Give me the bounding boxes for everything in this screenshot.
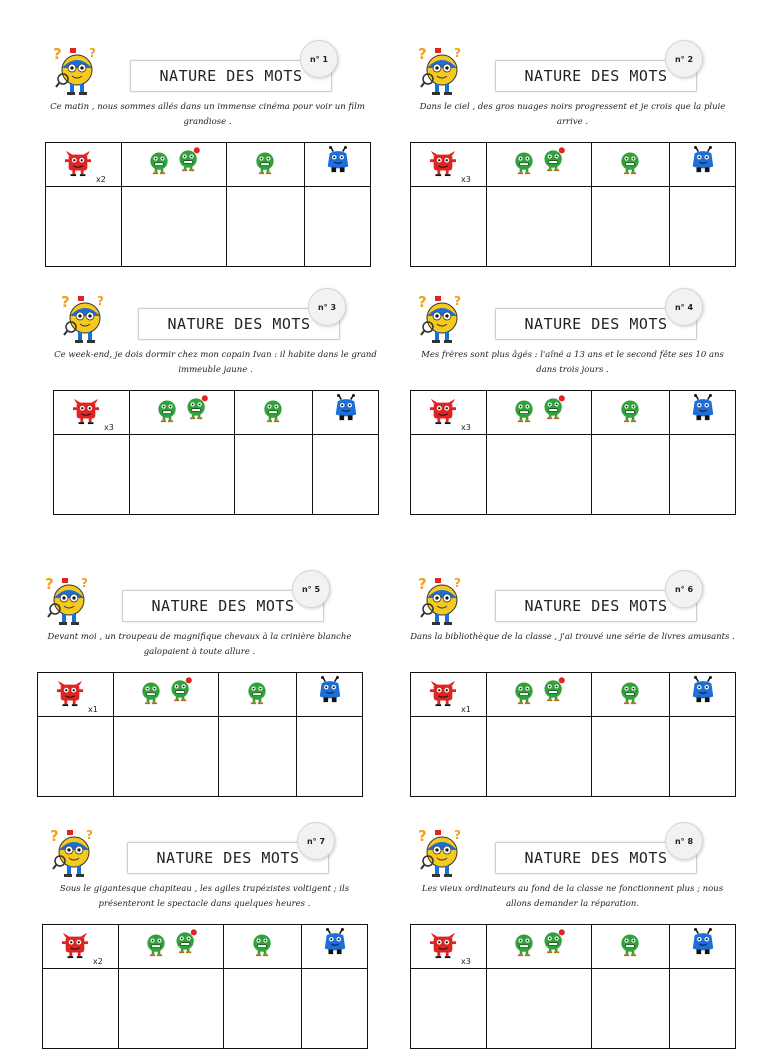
mascot-icon — [51, 44, 101, 100]
card-number-badge: n° 2 — [665, 40, 703, 78]
mascot-icon — [48, 826, 98, 882]
noun-column-header — [411, 143, 487, 187]
mascot-icon — [59, 292, 109, 348]
noun-column-header — [411, 673, 487, 717]
green-monster-icon — [154, 397, 180, 423]
determiner-column-header — [302, 925, 368, 969]
noun-multiplier: x1 — [88, 705, 98, 714]
answer-grid — [37, 672, 363, 797]
adjective-column-header — [487, 391, 592, 435]
card-title: NATURE DES MOTS — [495, 60, 697, 92]
red-monster-icon — [56, 679, 84, 707]
answer-grid — [45, 142, 371, 267]
answer-cell[interactable] — [670, 187, 736, 267]
red-monster-icon — [61, 931, 89, 959]
answer-cell[interactable] — [592, 969, 670, 1049]
answer-cell[interactable] — [305, 187, 371, 267]
green-monster-bow-icon — [176, 146, 202, 172]
answer-cell[interactable] — [487, 187, 592, 267]
determiner-column-header — [305, 143, 371, 187]
blue-monster-icon — [689, 676, 717, 704]
card-title: NATURE DES MOTS — [138, 308, 340, 340]
answer-cell[interactable] — [235, 435, 313, 515]
card-number-badge: n° 6 — [665, 570, 703, 608]
blue-monster-icon — [689, 394, 717, 422]
mascot-icon — [416, 574, 466, 630]
card-sentence: Dans le ciel , des gros nuages noirs progressent et je crois que la pluie arrive . — [419, 102, 726, 127]
verb-column-header — [592, 925, 670, 969]
noun-column-header — [411, 391, 487, 435]
mascot-icon — [416, 292, 466, 348]
green-monster-icon — [511, 931, 537, 957]
noun-column-header — [411, 925, 487, 969]
red-monster-icon — [72, 397, 100, 425]
red-monster-icon — [429, 931, 457, 959]
answer-cell[interactable] — [592, 435, 670, 515]
noun-multiplier: x2 — [93, 957, 103, 966]
answer-cell[interactable] — [411, 187, 487, 267]
adjective-column-header — [130, 391, 235, 435]
green-monster-icon — [617, 397, 643, 423]
card-sentence: Ce week-end, je dois dormir chez mon copain Ivan : il habite dans le grand immeuble jaune . — [54, 350, 377, 375]
card-number-badge: n° 1 — [300, 40, 338, 78]
noun-multiplier: x3 — [104, 423, 114, 432]
card-number-badge: n° 3 — [308, 288, 346, 326]
determiner-column-header — [297, 673, 363, 717]
blue-monster-icon — [316, 676, 344, 704]
answer-cell[interactable] — [670, 969, 736, 1049]
answer-cell[interactable] — [487, 969, 592, 1049]
card-sentence: Ce matin , nous sommes allés dans un immense cinéma pour voir un film grandiose . — [50, 102, 365, 127]
adjective-column-header — [119, 925, 224, 969]
verb-column-header — [219, 673, 297, 717]
card-number-badge: n° 4 — [665, 288, 703, 326]
answer-grid — [410, 142, 736, 267]
determiner-column-header — [670, 673, 736, 717]
green-monster-icon — [138, 679, 164, 705]
noun-column-header — [46, 143, 122, 187]
determiner-column-header — [670, 143, 736, 187]
green-monster-icon — [511, 149, 537, 175]
green-monster-icon — [617, 931, 643, 957]
answer-cell[interactable] — [487, 717, 592, 797]
noun-multiplier: x3 — [461, 175, 471, 184]
answer-cell[interactable] — [46, 187, 122, 267]
green-monster-bow-icon — [541, 928, 567, 954]
answer-grid — [410, 924, 736, 1049]
card-number-badge: n° 5 — [292, 570, 330, 608]
answer-cell[interactable] — [670, 717, 736, 797]
green-monster-icon — [511, 397, 537, 423]
verb-column-header — [592, 143, 670, 187]
verb-column-header — [224, 925, 302, 969]
green-monster-bow-icon — [541, 676, 567, 702]
determiner-column-header — [670, 391, 736, 435]
mascot-icon — [416, 44, 466, 100]
card-sentence: Devant moi , un troupeau de magnifique chevaux à la crinière blanche galopaient à toute allure . — [47, 632, 352, 657]
blue-monster-icon — [324, 146, 352, 174]
card-sentence: Les vieux ordinateurs au fond de la classe ne fonctionnent plus ; nous allons demander la réparation. — [421, 884, 724, 909]
answer-cell[interactable] — [670, 435, 736, 515]
answer-cell[interactable] — [411, 435, 487, 515]
green-monster-bow-icon — [184, 394, 210, 420]
adjective-column-header — [114, 673, 219, 717]
red-monster-icon — [429, 397, 457, 425]
answer-cell[interactable] — [297, 717, 363, 797]
green-monster-icon — [260, 397, 286, 423]
answer-cell[interactable] — [130, 435, 235, 515]
noun-column-header — [38, 673, 114, 717]
answer-grid — [53, 390, 379, 515]
answer-cell[interactable] — [54, 435, 130, 515]
answer-cell[interactable] — [219, 717, 297, 797]
noun-multiplier: x2 — [96, 175, 106, 184]
blue-monster-icon — [689, 928, 717, 956]
answer-cell[interactable] — [487, 435, 592, 515]
answer-grid — [410, 390, 736, 515]
card-number-badge: n° 8 — [665, 822, 703, 860]
noun-column-header — [43, 925, 119, 969]
green-monster-bow-icon — [541, 394, 567, 420]
card-sentence: Mes frères sont plus âgés : l'aîné a 13 ans et le second fête ses 10 ans dans trois jours . — [421, 350, 724, 375]
green-monster-icon — [244, 679, 270, 705]
green-monster-icon — [249, 931, 275, 957]
answer-cell[interactable] — [411, 717, 487, 797]
verb-column-header — [235, 391, 313, 435]
noun-column-header — [54, 391, 130, 435]
answer-cell[interactable] — [224, 969, 302, 1049]
verb-column-header — [592, 391, 670, 435]
answer-cell[interactable] — [592, 717, 670, 797]
green-monster-icon — [252, 149, 278, 175]
answer-cell[interactable] — [592, 187, 670, 267]
answer-cell[interactable] — [411, 969, 487, 1049]
answer-cell[interactable] — [227, 187, 305, 267]
card-sentence: Dans la bibliothèque de la classe , j'ai trouvé une série de livres amusants . — [410, 632, 735, 642]
card-sentence: Sous le gigantesque chapiteau , les agiles trapézistes voltigent ; ils présenteront le spectacle dans quelques heures . — [59, 884, 350, 909]
mascot-icon — [43, 574, 93, 630]
card-title: NATURE DES MOTS — [127, 842, 329, 874]
answer-grid — [42, 924, 368, 1049]
red-monster-icon — [429, 149, 457, 177]
blue-monster-icon — [689, 146, 717, 174]
answer-grid — [410, 672, 736, 797]
verb-column-header — [227, 143, 305, 187]
verb-column-header — [592, 673, 670, 717]
answer-cell[interactable] — [302, 969, 368, 1049]
green-monster-bow-icon — [173, 928, 199, 954]
noun-multiplier: x3 — [461, 957, 471, 966]
answer-cell[interactable] — [313, 435, 379, 515]
answer-cell[interactable] — [114, 717, 219, 797]
blue-monster-icon — [332, 394, 360, 422]
answer-cell[interactable] — [38, 717, 114, 797]
noun-multiplier: x3 — [461, 423, 471, 432]
adjective-column-header — [122, 143, 227, 187]
green-monster-bow-icon — [168, 676, 194, 702]
adjective-column-header — [487, 143, 592, 187]
green-monster-icon — [617, 149, 643, 175]
noun-multiplier: x1 — [461, 705, 471, 714]
card-title: NATURE DES MOTS — [130, 60, 332, 92]
answer-cell[interactable] — [119, 969, 224, 1049]
card-title: NATURE DES MOTS — [495, 842, 697, 874]
determiner-column-header — [313, 391, 379, 435]
adjective-column-header — [487, 673, 592, 717]
card-number-badge: n° 7 — [297, 822, 335, 860]
red-monster-icon — [429, 679, 457, 707]
green-monster-icon — [617, 679, 643, 705]
blue-monster-icon — [321, 928, 349, 956]
determiner-column-header — [670, 925, 736, 969]
green-monster-bow-icon — [541, 146, 567, 172]
card-title: NATURE DES MOTS — [495, 308, 697, 340]
card-title: NATURE DES MOTS — [495, 590, 697, 622]
answer-cell[interactable] — [122, 187, 227, 267]
answer-cell[interactable] — [43, 969, 119, 1049]
mascot-icon — [416, 826, 466, 882]
green-monster-icon — [146, 149, 172, 175]
adjective-column-header — [487, 925, 592, 969]
red-monster-icon — [64, 149, 92, 177]
card-title: NATURE DES MOTS — [122, 590, 324, 622]
green-monster-icon — [511, 679, 537, 705]
green-monster-icon — [143, 931, 169, 957]
